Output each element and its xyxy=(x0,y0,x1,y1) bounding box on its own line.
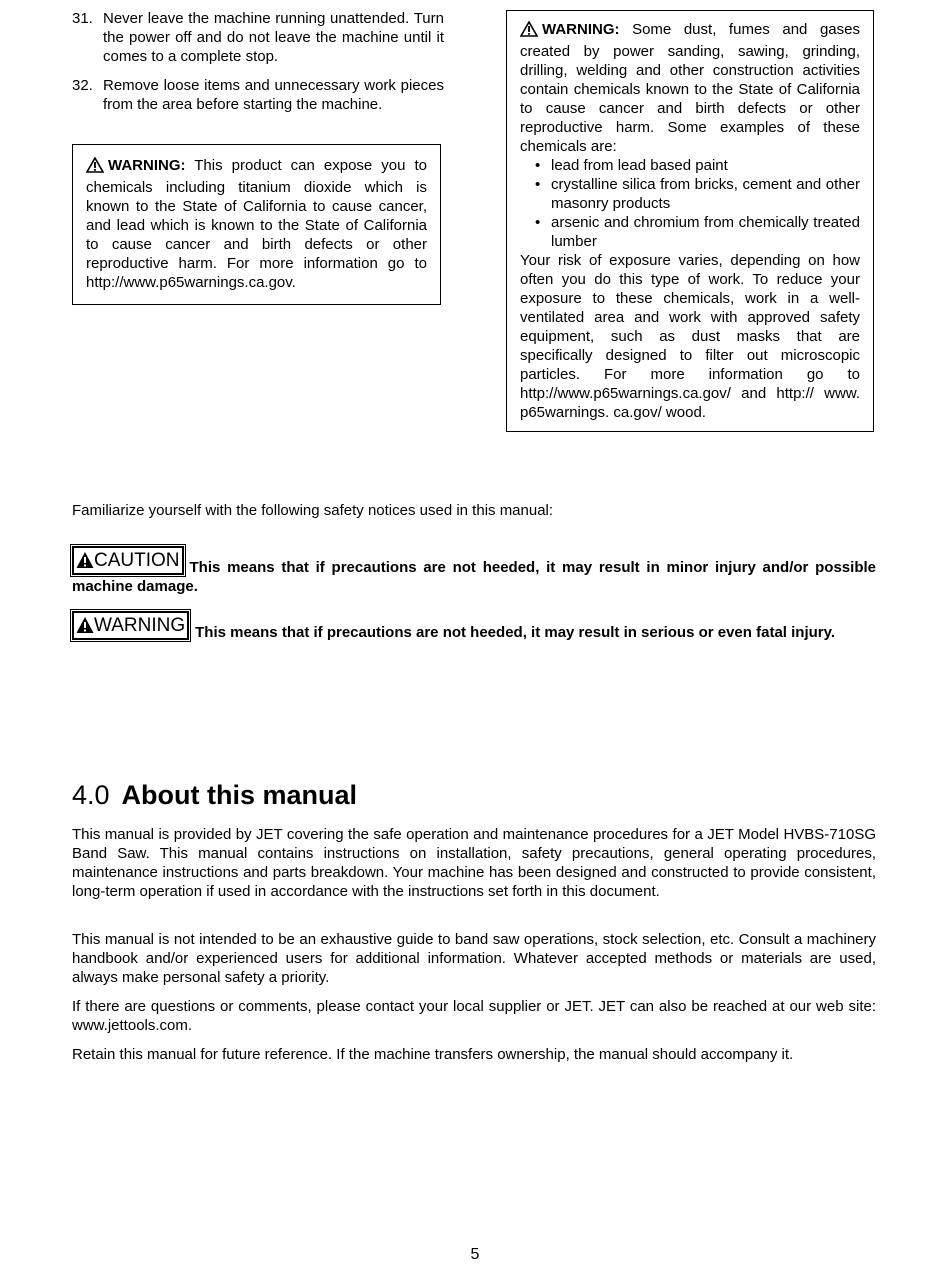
caution-notice-text: This means that if precautions are not heeded, it may result in minor injury and/or possible machine damage. xyxy=(72,559,876,595)
bullet-icon: • xyxy=(535,214,541,231)
list-item-text: Never leave the machine running unattended. Turn the power off and do not leave the machine until it comes to a complete stop. xyxy=(103,10,444,65)
section-paragraph: Retain this manual for future reference. If the machine transfers ownership, the manual should accompany it. xyxy=(72,1046,794,1063)
warning-label: WARNING: xyxy=(108,157,186,174)
warning-text: Some dust, fumes and gases created by power sanding, sawing, grinding, drilling, welding and other construction activities contain chemicals known to the State of California to cause cancer and birth defects or other reproductive harm. Some examples of these chemicals are: xyxy=(520,21,860,155)
bullet-item xyxy=(520,213,860,251)
caution-badge xyxy=(72,546,184,575)
warning-badge xyxy=(72,611,189,640)
bullet-icon: • xyxy=(535,176,541,193)
warning-triangle-icon xyxy=(76,551,94,569)
warning-outro: Your risk of exposure varies, depending on how often you do this type of work. To reduce your exposure to these chemicals, work in a well-ventilated area and work with approved safety equipment, such as dust masks that are specifically designed to filter out microscopic particles. For more information go to http://www.p65warnings.ca.gov/ and http:// www. p65warnings. ca.gov/ wood. xyxy=(520,252,860,421)
dust-warning-box xyxy=(506,10,874,432)
warning-notice-text: This means that if precautions are not heeded, it may result in serious or even fatal injury. xyxy=(195,624,836,641)
section-paragraph: This manual is not intended to be an exhaustive guide to band saw operations, stock selection, etc. Consult a machinery handbook and/or experienced users for additional information. Whatever accepted methods or materials are used, always make personal safety a priority. xyxy=(72,931,876,986)
list-item-number: 32. xyxy=(72,77,93,94)
page-number: 5 xyxy=(470,1246,480,1263)
bullet-text: lead from lead based paint xyxy=(551,157,728,174)
notices-intro: Familiarize yourself with the following safety notices used in this manual: xyxy=(72,502,554,519)
safety-list xyxy=(72,9,444,124)
caution-notice xyxy=(72,546,876,596)
section-paragraph: This manual is provided by JET covering the safe operation and maintenance procedures for a JET Model HVBS-710SG Band Saw. This manual contains instructions on installation, safety precautions, general operating procedures, maintenance instructions and parts breakdown. Your machine has been designed and constructed to provide consistent, long-term operation if used in accordance with the instructions set forth in this document. xyxy=(72,826,876,900)
warning-notice xyxy=(72,611,876,642)
section-number: 4.0 xyxy=(72,780,110,810)
caution-badge-label: CAUTION xyxy=(94,550,180,571)
section-heading xyxy=(72,779,357,811)
list-item-number: 31. xyxy=(72,10,93,27)
warning-label: WARNING: xyxy=(542,21,620,38)
warning-text: This product can expose you to chemicals including titanium dioxide which is known to the State of California to cause cancer, and lead which is known to the State of California to cause cancer and birth defects or other reproductive harm. For more information go to http://www.p65warnings.ca.gov. xyxy=(86,157,427,291)
warning-intro xyxy=(520,20,860,156)
section-title: About this manual xyxy=(121,780,358,810)
bullet-text: crystalline silica from bricks, cement and other masonry products xyxy=(551,176,860,212)
bullet-text: arsenic and chromium from chemically treated lumber xyxy=(551,214,860,250)
list-item-text: Remove loose items and unnecessary work pieces from the area before starting the machine. xyxy=(103,77,444,113)
list-item xyxy=(72,76,444,114)
list-item xyxy=(72,9,444,66)
warning-triangle-icon xyxy=(86,157,104,178)
warning-triangle-icon xyxy=(520,21,538,42)
warning-triangle-icon xyxy=(76,616,94,634)
prop65-warning-box xyxy=(72,144,441,305)
section-paragraph: If there are questions or comments, please contact your local supplier or JET. JET can also be reached at our web site: www.jettools.com. xyxy=(72,998,876,1034)
bullet-item xyxy=(520,175,860,213)
warning-badge-label: WARNING xyxy=(94,615,186,636)
bullet-item xyxy=(520,156,860,175)
bullet-icon: • xyxy=(535,157,541,174)
